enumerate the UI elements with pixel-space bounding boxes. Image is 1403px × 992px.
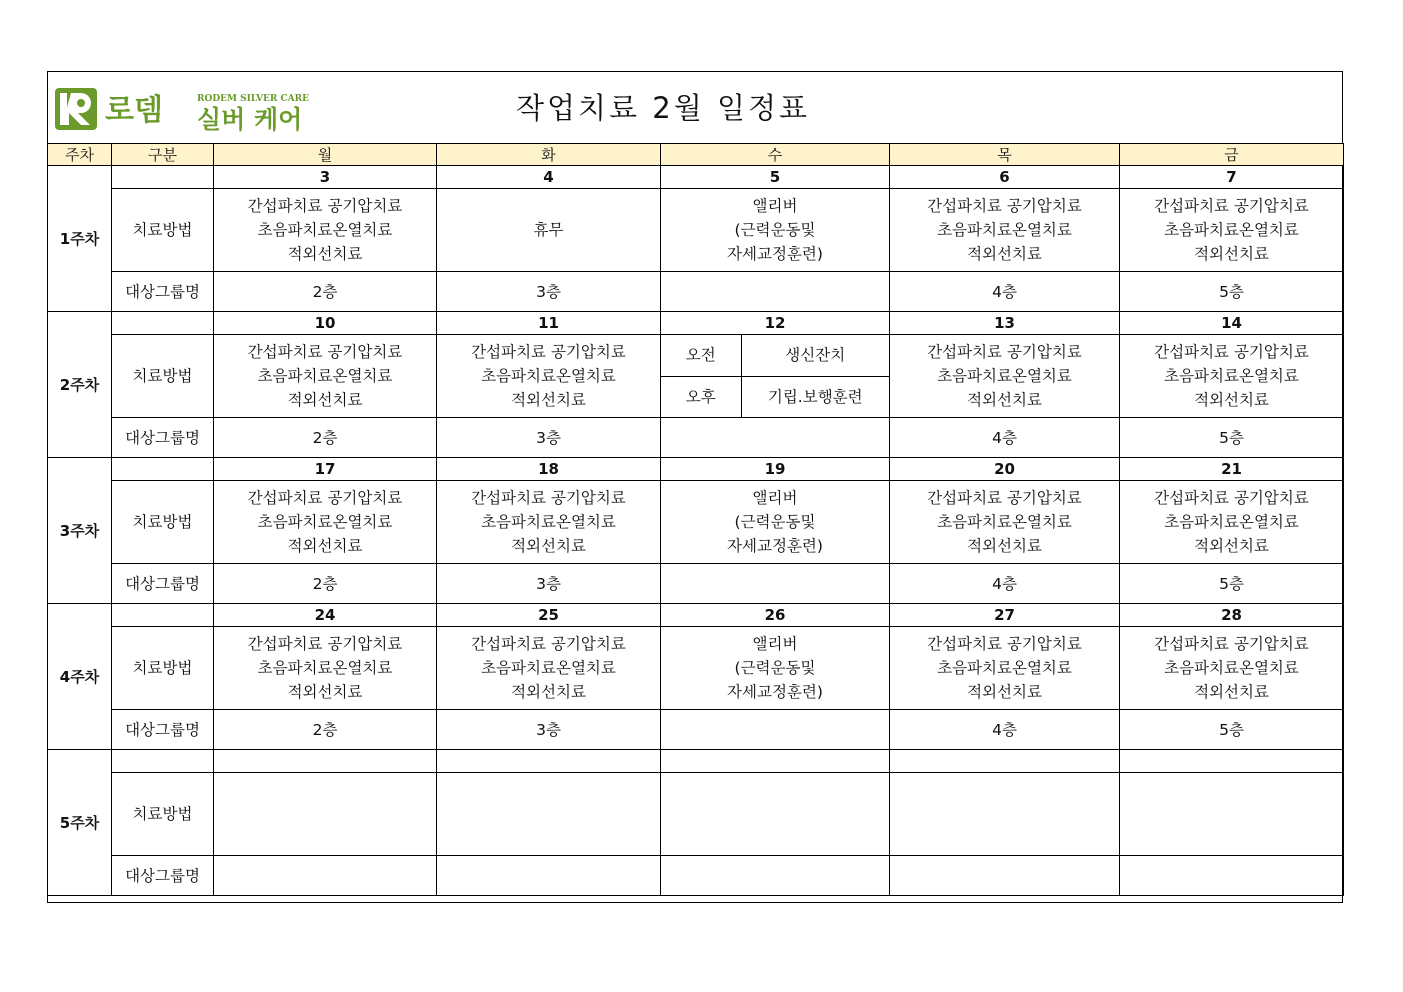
group-fri: 5층 xyxy=(1120,564,1344,604)
group-mon: 2층 xyxy=(214,710,437,750)
treatment-tue xyxy=(437,773,661,856)
treatment-line: 적외선치료 xyxy=(967,245,1042,263)
treatment-line: 적외선치료 xyxy=(1194,245,1269,263)
header-fri: 금 xyxy=(1120,144,1344,166)
treatment-line: 초음파치료온열치료 xyxy=(257,659,393,677)
treatment-thu xyxy=(890,481,1120,564)
group-thu xyxy=(890,856,1120,896)
date-thu xyxy=(890,750,1120,773)
treatment-wed xyxy=(661,189,890,272)
date-tue: 18 xyxy=(437,458,661,481)
treatment-wed xyxy=(661,481,890,564)
group-row xyxy=(48,272,1344,312)
treatment-label: 치료방법 xyxy=(112,627,214,710)
date-thu: 20 xyxy=(890,458,1120,481)
pm-label: 오후 xyxy=(661,376,741,417)
logo-name: 로뎀 xyxy=(105,93,163,128)
treatment-fri xyxy=(1120,189,1344,272)
week-label: 5주차 xyxy=(48,750,112,896)
date-row-spacer xyxy=(112,604,214,627)
treatment-label: 치료방법 xyxy=(112,481,214,564)
date-thu: 6 xyxy=(890,166,1120,189)
date-fri: 14 xyxy=(1120,312,1344,335)
group-mon: 2층 xyxy=(214,418,437,458)
treatment-line: 적외선치료 xyxy=(511,683,586,701)
date-wed: 5 xyxy=(661,166,890,189)
treatment-line: 간섭파치료 공기압치료 xyxy=(471,489,626,507)
group-fri: 5층 xyxy=(1120,272,1344,312)
date-fri: 28 xyxy=(1120,604,1344,627)
treatment-label: 치료방법 xyxy=(112,189,214,272)
pm-activity: 기립.보행훈련 xyxy=(767,387,863,406)
treatment-line: 초음파치료온열치료 xyxy=(481,513,616,531)
treatment-line: 앨리버 xyxy=(752,635,798,653)
treatment-line: 적외선치료 xyxy=(287,391,363,409)
treatment-line: 적외선치료 xyxy=(287,683,363,701)
date-fri xyxy=(1120,750,1344,773)
treatment-line: 초음파치료온열치료 xyxy=(481,659,616,677)
date-wed xyxy=(661,750,890,773)
header-row xyxy=(48,144,1344,166)
group-label: 대상그룹명 xyxy=(112,418,214,458)
treatment-line: 초음파치료온열치료 xyxy=(937,659,1072,677)
treatment-line: (근력운동및 xyxy=(734,221,816,239)
group-fri xyxy=(1120,856,1344,896)
date-mon xyxy=(214,750,437,773)
treatment-line: 초음파치료온열치료 xyxy=(937,221,1072,239)
treatment-line: 휴무 xyxy=(533,221,564,239)
treatment-wed xyxy=(661,627,890,710)
group-label: 대상그룹명 xyxy=(112,564,214,604)
treatment-tue xyxy=(437,335,661,418)
date-mon: 3 xyxy=(214,166,437,189)
date-row xyxy=(48,750,1344,773)
treatment-row xyxy=(48,773,1344,856)
treatment-thu xyxy=(890,189,1120,272)
header-wed: 수 xyxy=(661,144,890,166)
group-wed xyxy=(661,272,890,312)
group-row xyxy=(48,564,1344,604)
group-fri: 5층 xyxy=(1120,418,1344,458)
treatment-mon xyxy=(214,189,437,272)
logo-english: RODEM SILVER CARE xyxy=(197,94,309,104)
treatment-line: 간섭파치료 공기압치료 xyxy=(247,635,403,653)
group-mon: 2층 xyxy=(214,272,437,312)
group-wed xyxy=(661,710,890,750)
treatment-line: 초음파치료온열치료 xyxy=(937,513,1072,531)
group-thu: 4층 xyxy=(890,564,1120,604)
date-tue: 11 xyxy=(437,312,661,335)
header-category: 구분 xyxy=(112,144,214,166)
group-thu: 4층 xyxy=(890,418,1120,458)
treatment-mon xyxy=(214,773,437,856)
treatment-fri xyxy=(1120,627,1344,710)
group-wed xyxy=(661,418,890,458)
treatment-thu xyxy=(890,627,1120,710)
group-wed xyxy=(661,856,890,896)
treatment-line: 자세교정훈련) xyxy=(727,683,823,701)
date-thu: 13 xyxy=(890,312,1120,335)
date-tue: 4 xyxy=(437,166,661,189)
treatment-tue xyxy=(437,481,661,564)
treatment-line: 초음파치료온열치료 xyxy=(1164,659,1299,677)
treatment-line: 초음파치료온열치료 xyxy=(481,367,616,385)
treatment-line: (근력운동및 xyxy=(734,659,816,677)
treatment-line: 간섭파치료 공기압치료 xyxy=(927,343,1082,361)
treatment-row xyxy=(48,627,1344,710)
date-wed: 19 xyxy=(661,458,890,481)
treatment-mon xyxy=(214,481,437,564)
date-row xyxy=(48,312,1344,335)
header-week: 주차 xyxy=(48,144,112,166)
group-thu: 4층 xyxy=(890,272,1120,312)
header-mon: 월 xyxy=(214,144,437,166)
treatment-wed xyxy=(661,773,890,856)
group-wed xyxy=(661,564,890,604)
treatment-line: 초음파치료온열치료 xyxy=(1164,367,1299,385)
date-row xyxy=(48,166,1344,189)
group-row xyxy=(48,418,1344,458)
treatment-line: 간섭파치료 공기압치료 xyxy=(927,635,1082,653)
treatment-line: 적외선치료 xyxy=(967,537,1042,555)
schedule-sheet xyxy=(47,71,1343,903)
treatment-line: (근력운동및 xyxy=(734,513,816,531)
treatment-line: 적외선치료 xyxy=(511,391,586,409)
treatment-line: 간섭파치료 공기압치료 xyxy=(1154,489,1309,507)
date-row xyxy=(48,604,1344,627)
treatment-line: 적외선치료 xyxy=(1194,537,1269,555)
treatment-tue xyxy=(437,189,661,272)
week-label: 1주차 xyxy=(48,166,112,312)
treatment-line: 간섭파치료 공기압치료 xyxy=(471,343,626,361)
treatment-line: 간섭파치료 공기압치료 xyxy=(247,343,403,361)
group-tue: 3층 xyxy=(437,418,661,458)
date-tue xyxy=(437,750,661,773)
treatment-fri xyxy=(1120,335,1344,418)
treatment-line: 앨리버 xyxy=(752,489,798,507)
week-label: 2주차 xyxy=(48,312,112,458)
date-mon: 17 xyxy=(214,458,437,481)
treatment-fri xyxy=(1120,773,1344,856)
treatment-row xyxy=(48,335,1344,418)
treatment-mon xyxy=(214,627,437,710)
page-title: 작업치료 2월 일정표 xyxy=(516,91,810,125)
schedule-table xyxy=(47,143,1344,896)
treatment-line: 자세교정훈련) xyxy=(727,537,823,555)
group-thu: 4층 xyxy=(890,710,1120,750)
group-label: 대상그룹명 xyxy=(112,856,214,896)
date-thu: 27 xyxy=(890,604,1120,627)
treatment-line: 초음파치료온열치료 xyxy=(257,513,393,531)
treatment-thu xyxy=(890,335,1120,418)
treatment-line: 초음파치료온열치료 xyxy=(257,367,393,385)
treatment-line: 간섭파치료 공기압치료 xyxy=(471,635,626,653)
header-tue: 화 xyxy=(437,144,661,166)
treatment-line: 적외선치료 xyxy=(967,683,1042,701)
week-label: 3주차 xyxy=(48,458,112,604)
am-activity: 생신잔치 xyxy=(741,335,889,376)
date-wed: 26 xyxy=(661,604,890,627)
treatment-line: 초음파치료온열치료 xyxy=(937,367,1072,385)
group-tue: 3층 xyxy=(437,710,661,750)
group-row xyxy=(48,710,1344,750)
date-row-spacer xyxy=(112,166,214,189)
treatment-line: 간섭파치료 공기압치료 xyxy=(927,489,1082,507)
treatment-line: 적외선치료 xyxy=(1194,391,1269,409)
date-fri: 21 xyxy=(1120,458,1344,481)
treatment-line: 적외선치료 xyxy=(967,391,1042,409)
treatment-line: 적외선치료 xyxy=(1194,683,1269,701)
group-row xyxy=(48,856,1344,896)
date-row-spacer xyxy=(112,312,214,335)
date-fri: 7 xyxy=(1120,166,1344,189)
header-thu: 목 xyxy=(890,144,1120,166)
group-tue: 3층 xyxy=(437,564,661,604)
group-tue xyxy=(437,856,661,896)
treatment-line: 간섭파치료 공기압치료 xyxy=(1154,197,1309,215)
group-label: 대상그룹명 xyxy=(112,272,214,312)
treatment-line: 간섭파치료 공기압치료 xyxy=(247,197,403,215)
treatment-label: 치료방법 xyxy=(112,335,214,418)
treatment-line: 자세교정훈련) xyxy=(727,245,823,263)
date-mon: 10 xyxy=(214,312,437,335)
treatment-fri xyxy=(1120,481,1344,564)
treatment-line: 간섭파치료 공기압치료 xyxy=(927,197,1082,215)
date-row-spacer xyxy=(112,458,214,481)
date-row-spacer xyxy=(112,750,214,773)
treatment-line: 초음파치료온열치료 xyxy=(257,221,393,239)
treatment-line: 앨리버 xyxy=(752,197,798,215)
date-wed: 12 xyxy=(661,312,890,335)
treatment-tue xyxy=(437,627,661,710)
treatment-line: 간섭파치료 공기압치료 xyxy=(1154,343,1309,361)
treatment-line: 초음파치료온열치료 xyxy=(1164,221,1299,239)
treatment-line: 적외선치료 xyxy=(511,537,586,555)
date-row xyxy=(48,458,1344,481)
group-fri: 5층 xyxy=(1120,710,1344,750)
group-label: 대상그룹명 xyxy=(112,710,214,750)
group-tue: 3층 xyxy=(437,272,661,312)
group-mon xyxy=(214,856,437,896)
treatment-line: 초음파치료온열치료 xyxy=(1164,513,1299,531)
treatment-mon xyxy=(214,335,437,418)
treatment-row xyxy=(48,481,1344,564)
sheet-header xyxy=(48,72,1342,144)
date-tue: 25 xyxy=(437,604,661,627)
am-label: 오전 xyxy=(661,335,741,376)
treatment-line: 적외선치료 xyxy=(287,537,363,555)
treatment-label: 치료방법 xyxy=(112,773,214,856)
week-label: 4주차 xyxy=(48,604,112,750)
group-mon: 2층 xyxy=(214,564,437,604)
date-mon: 24 xyxy=(214,604,437,627)
treatment-wed-split xyxy=(661,335,890,418)
treatment-line: 적외선치료 xyxy=(287,245,363,263)
treatment-line: 간섭파치료 공기압치료 xyxy=(247,489,403,507)
logo-subname: 실버 케어 xyxy=(197,105,303,132)
treatment-thu xyxy=(890,773,1120,856)
treatment-row xyxy=(48,189,1344,272)
treatment-line: 간섭파치료 공기압치료 xyxy=(1154,635,1309,653)
